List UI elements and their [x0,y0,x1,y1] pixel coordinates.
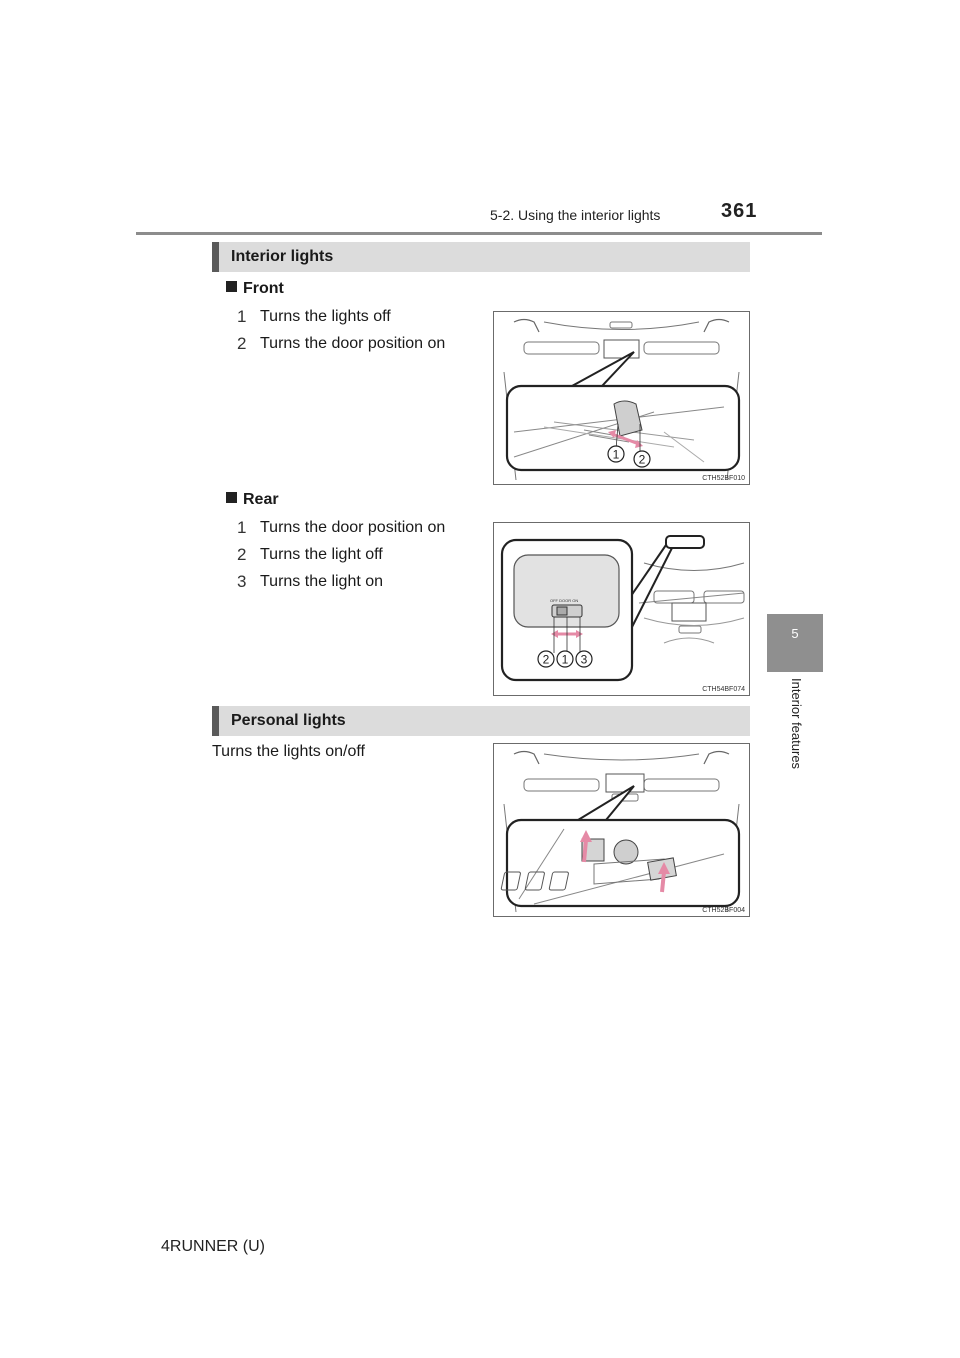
figure-code: CTH52BF010 [702,475,745,482]
step-text: Turns the door position on [260,519,446,536]
step-text: Turns the lights off [260,308,391,325]
subheading-front-text: Front [243,280,284,297]
square-bullet-icon [226,281,237,292]
step-text: Turns the light off [260,546,383,563]
chapter-tab [767,614,823,672]
header-rule [136,232,822,235]
subheading-front [226,280,284,298]
callout-3: 3 [580,652,588,667]
figure-code: CTH54BF074 [702,686,745,693]
chapter-tab-label [786,678,806,818]
running-header-section-title: 5-2. Using the interior lights [490,207,661,223]
section-heading-text: Interior lights [231,248,334,265]
figure-personal-lights [493,743,750,917]
section-heading-text: Personal lights [231,712,346,729]
section-heading-interior-lights [212,242,750,272]
subheading-rear-text: Rear [243,491,279,508]
page-number: 361 [721,200,758,222]
step-number-1: 1 [237,307,247,326]
step-number-2: 2 [237,334,247,353]
rear-light-illustration [494,523,749,695]
footer-model: 4RUNNER (U) [161,1238,265,1255]
chapter-tab-number: 5 [791,626,799,641]
callout-2: 2 [638,452,646,467]
personal-lights-text: Turns the lights on/off [212,743,365,760]
step-text: Turns the door position on [260,335,446,352]
step-number-3: 3 [237,572,247,591]
figure-code: CTH52BF004 [702,907,745,914]
step-text: Turns the light on [260,573,384,590]
callout-2: 2 [542,652,550,667]
personal-light-illustration [494,744,749,916]
step-number-1: 1 [237,518,247,537]
section-heading-personal-lights [212,706,750,736]
front-light-illustration [494,312,749,484]
step-number-2: 2 [237,545,247,564]
chapter-tab-label-text: Interior features [789,678,804,770]
square-bullet-icon [226,492,237,503]
svg-text:OFF DOOR ON: OFF DOOR ON [550,598,579,603]
subheading-rear [226,491,279,509]
figure-front-interior-light [493,311,750,485]
callout-1: 1 [612,447,620,462]
figure-rear-interior-light [493,522,750,696]
callout-1: 1 [561,652,569,667]
